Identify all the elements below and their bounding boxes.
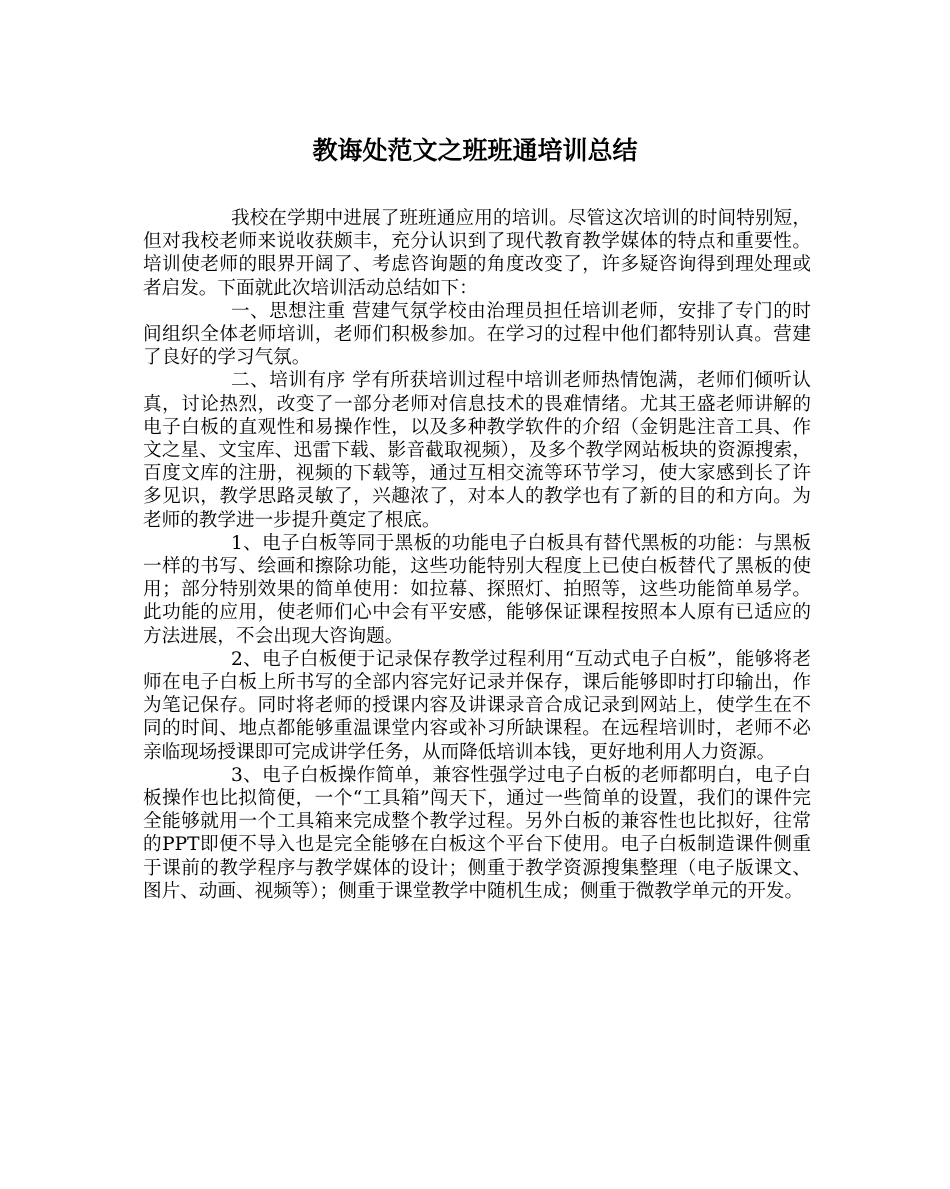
- paragraph-intro: 我校在学期中进展了班班通应用的培训。尽管这次培训的时间特别短，但对我校老师来说收获颇丰，充分认识到了现代教育教学媒体的特点和重要性。培训使老师的眼界开阔了、考虑咨询题的角度改变了，许多疑咨询得到理处理或者启发。下面就此次培训活动总结如下：: [143, 208, 811, 299]
- document-body: [143, 207, 811, 903]
- paragraph-section-1: 一、思想注重 营建气氛学校由治理员担任培训老师，安排了专门的时间组织全体老师培训，老师们积极参加。在学习的过程中他们都特别认真。营建了良好的学习气氛。: [143, 300, 811, 369]
- paragraph-section-2: 二、培训有序 学有所获培训过程中培训老师热情饱满，老师们倾听认真，讨论热烈，改变了一部分老师对信息技术的畏难情绪。尤其王盛老师讲解的电子白板的直观性和易操作性，以及多种教学软件的介绍（金钥匙注音工具、作文之星、文宝库、迅雷下载、影音截取视频），及多个教学网站板块的资源搜索，百度文库的注册，视频的下载等，通过互相交流等环节学习，使大家感到长了许多见识，教学思路灵敏了，兴趣浓了，对本人的教学也有了新的目的和方向。为老师的教学进一步提升奠定了根底。: [143, 370, 811, 531]
- paragraph-point-2: 2、电子白板便于记录保存教学过程利用“互动式电子白板”，能够将老师在电子白板上所书写的全部内容完好记录并保存，课后能够即时打印输出，作为笔记保存。同时将老师的授课内容及讲课录音合成记录到网站上，使学生在不同的时间、地点都能够重温课堂内容或补习所缺课程。在远程培训时，老师不必亲临现场授课即可完成讲学任务，从而降低培训本钱，更好地利用人力资源。: [143, 648, 811, 763]
- paragraph-point-1: 1、电子白板等同于黑板的功能电子白板具有替代黑板的功能：与黑板一样的书写、绘画和擦除功能，这些功能特别大程度上已使白板替代了黑板的使用；部分特别效果的简单使用：如拉幕、探照灯、拍照等，这些功能简单易学。此功能的应用，使老师们心中会有平安感，能够保证课程按照本人原有已适应的方法进展，不会出现大咨询题。: [143, 532, 811, 647]
- paragraph-point-3: 3、电子白板操作简单，兼容性强学过电子白板的老师都明白，电子白板操作也比拟简便，一个“工具箱”闯天下，通过一些简单的设置，我们的课件完全能够就用一个工具箱来完成整个教学过程。另外白板的兼容性也比拟好，往常的PPT即便不导入也是完全能够在白板这个平台下使用。电子白板制造课件侧重于课前的教学程序与教学媒体的设计；侧重于教学资源搜集整理（电子版课文、图片、动画、视频等）；侧重于课堂教学中随机生成；侧重于微教学单元的开发。: [143, 764, 811, 902]
- document-title: 教诲处范文之班班通培训总结: [312, 136, 638, 165]
